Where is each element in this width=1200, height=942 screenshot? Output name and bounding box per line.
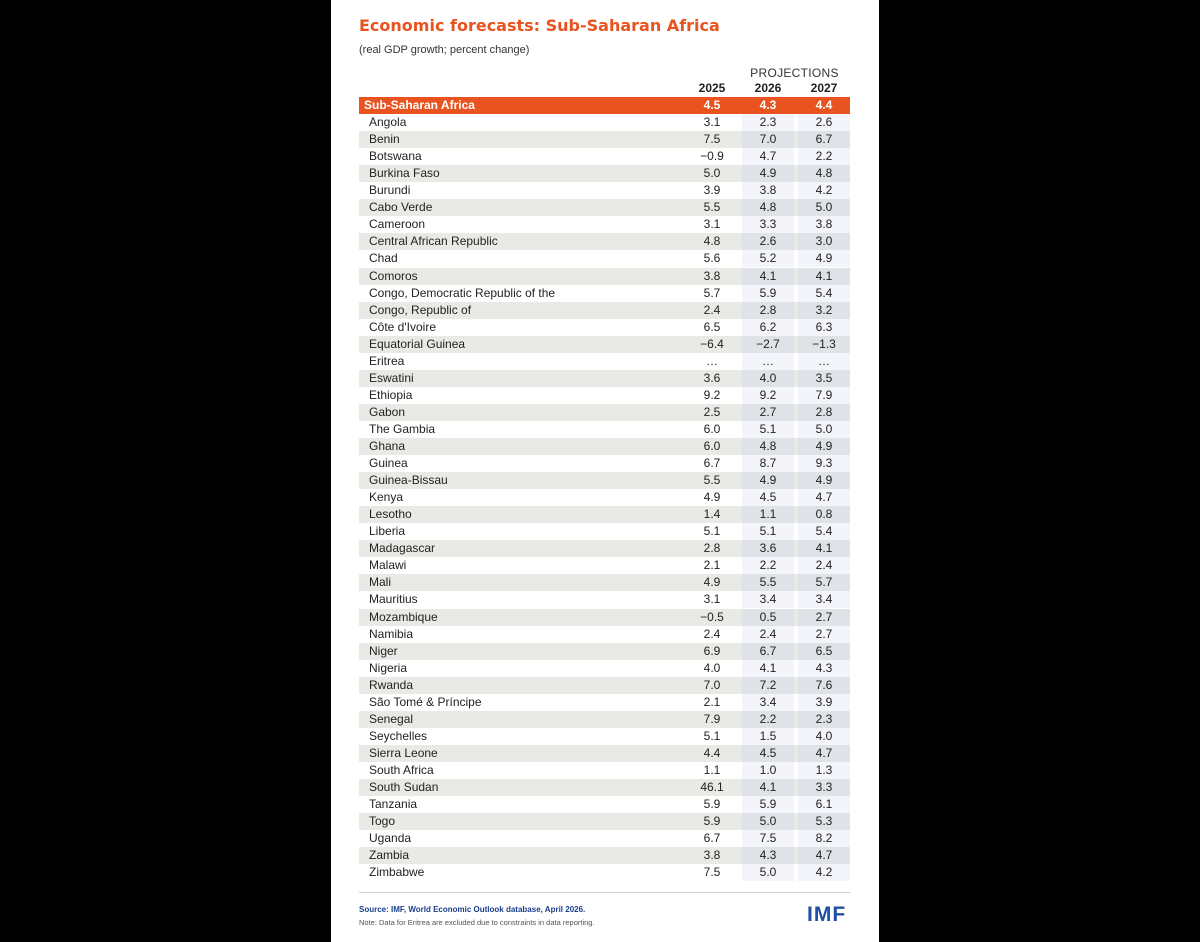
value-2026: 0.5 — [742, 609, 794, 626]
table-row-aggregate — [359, 97, 850, 114]
row-label: Comoros — [369, 268, 418, 283]
value-2025: 7.0 — [686, 677, 738, 694]
row-label: Tanzania — [369, 797, 418, 812]
row-label: Togo — [369, 814, 396, 829]
table-row — [359, 472, 850, 489]
table-row — [359, 660, 850, 677]
value-2025: 4.4 — [686, 745, 738, 762]
value-2026: 4.8 — [742, 199, 794, 216]
value-2025: 1.4 — [686, 506, 738, 523]
table-row — [359, 455, 850, 472]
value-2025: 5.0 — [686, 165, 738, 182]
row-label: Zimbabwe — [369, 865, 425, 880]
table-row — [359, 830, 850, 847]
value-2026: 5.9 — [742, 796, 794, 813]
row-label: Burundi — [369, 183, 411, 198]
value-2027: 2.6 — [798, 114, 850, 131]
value-2025: 6.5 — [686, 319, 738, 336]
table-row — [359, 404, 850, 421]
value-2027: 2.4 — [798, 557, 850, 574]
value-2026: 7.2 — [742, 677, 794, 694]
value-2026: 5.9 — [742, 285, 794, 302]
value-2027: 5.3 — [798, 813, 850, 830]
row-label: South Africa — [369, 762, 434, 777]
value-2025: 5.5 — [686, 472, 738, 489]
value-2026: 4.1 — [742, 268, 794, 285]
value-2025: 5.9 — [686, 796, 738, 813]
source-note: Source: IMF, World Economic Outlook database, April 2026. — [359, 905, 586, 914]
value-2025: 5.1 — [686, 728, 738, 745]
row-label: Congo, Democratic Republic of the — [369, 285, 556, 300]
value-2027: 4.2 — [798, 182, 850, 199]
table-row — [359, 421, 850, 438]
value-2025: 3.6 — [686, 370, 738, 387]
value-2026: … — [742, 353, 794, 370]
value-2027: 3.2 — [798, 302, 850, 319]
value-2027: 5.4 — [798, 285, 850, 302]
value-2027: 4.3 — [798, 660, 850, 677]
row-label: Chad — [369, 251, 398, 266]
row-label: Nigeria — [369, 660, 408, 675]
row-label: Uganda — [369, 831, 412, 846]
table-row — [359, 557, 850, 574]
row-label: Mali — [369, 575, 392, 590]
value-2025: 7.5 — [686, 864, 738, 881]
value-2027: 2.7 — [798, 609, 850, 626]
value-2025: 7.9 — [686, 711, 738, 728]
value-2027: 4.7 — [798, 745, 850, 762]
table-row — [359, 233, 850, 250]
value-2025: 6.0 — [686, 438, 738, 455]
table-row — [359, 506, 850, 523]
value-2026: 4.8 — [742, 438, 794, 455]
value-2025: 6.7 — [686, 830, 738, 847]
value-2025: 2.5 — [686, 404, 738, 421]
row-label: Liberia — [369, 524, 406, 539]
table-row — [359, 626, 850, 643]
value-2025: 4.9 — [686, 574, 738, 591]
value-2027: 4.7 — [798, 847, 850, 864]
value-2027: 2.8 — [798, 404, 850, 421]
table-row — [359, 523, 850, 540]
table-row — [359, 216, 850, 233]
value-2026: 2.3 — [742, 114, 794, 131]
value-2027: 4.0 — [798, 728, 850, 745]
value-2025: 6.0 — [686, 421, 738, 438]
value-2026: 4.1 — [742, 660, 794, 677]
table-row — [359, 165, 850, 182]
value-2027: 0.8 — [798, 506, 850, 523]
value-2026: 8.7 — [742, 455, 794, 472]
row-label: Kenya — [369, 490, 404, 505]
row-label: Sub-Saharan Africa — [364, 98, 475, 112]
value-2025: 6.7 — [686, 455, 738, 472]
table-row — [359, 745, 850, 762]
table-row — [359, 540, 850, 557]
row-label: Guinea — [369, 456, 408, 471]
table-row — [359, 847, 850, 864]
row-label: South Sudan — [369, 780, 439, 794]
row-label: Mozambique — [369, 609, 438, 624]
column-header-2025: 2025 — [698, 81, 726, 95]
value-2027: 4.9 — [798, 438, 850, 455]
row-label: Namibia — [369, 626, 414, 641]
value-2026: 7.0 — [742, 131, 794, 148]
value-2025: 46.1 — [686, 779, 738, 796]
value-2026: 3.6 — [742, 540, 794, 557]
row-label: Cameroon — [369, 217, 426, 232]
value-2027: 4.1 — [798, 268, 850, 285]
value-2027: 6.3 — [798, 319, 850, 336]
value-2026: 9.2 — [742, 387, 794, 404]
value-2026: 7.5 — [742, 830, 794, 847]
row-label: Senegal — [369, 711, 414, 726]
value-2026: 4.3 — [742, 97, 794, 114]
table-row — [359, 114, 850, 131]
value-2025: 3.9 — [686, 182, 738, 199]
value-2025: 5.6 — [686, 250, 738, 267]
value-2026: 4.7 — [742, 148, 794, 165]
value-2026: 6.7 — [742, 643, 794, 660]
row-label: Ghana — [369, 439, 406, 453]
projections-label: PROJECTIONS — [750, 66, 839, 80]
value-2026: −2.7 — [742, 336, 794, 353]
value-2025: 5.1 — [686, 523, 738, 540]
value-2025: 5.9 — [686, 813, 738, 830]
value-2027: 4.7 — [798, 489, 850, 506]
value-2027: 4.9 — [798, 250, 850, 267]
row-label: Botswana — [369, 149, 422, 164]
value-2025: 3.1 — [686, 114, 738, 131]
row-label: Cabo Verde — [369, 200, 433, 215]
value-2026: 2.8 — [742, 302, 794, 319]
value-2026: 2.7 — [742, 404, 794, 421]
value-2027: 4.1 — [798, 540, 850, 557]
value-2026: 3.4 — [742, 591, 794, 608]
row-label: Central African Republic — [369, 234, 498, 249]
value-2026: 2.2 — [742, 711, 794, 728]
table-row — [359, 762, 850, 779]
value-2025: 3.8 — [686, 268, 738, 285]
column-header-2027: 2027 — [810, 81, 838, 95]
row-label: Lesotho — [369, 507, 412, 522]
value-2026: 4.9 — [742, 165, 794, 182]
table-row — [359, 353, 850, 370]
value-2025: 1.1 — [686, 762, 738, 779]
value-2025: −0.9 — [686, 148, 738, 165]
row-label: Eritrea — [369, 353, 405, 368]
row-label: Seychelles — [369, 728, 428, 743]
value-2026: 5.2 — [742, 250, 794, 267]
value-2025: 6.9 — [686, 643, 738, 660]
table-row — [359, 182, 850, 199]
value-2027: 5.0 — [798, 199, 850, 216]
table-row — [359, 643, 850, 660]
value-2027: 1.3 — [798, 762, 850, 779]
value-2025: 2.4 — [686, 626, 738, 643]
table-row — [359, 336, 850, 353]
row-label: Angola — [369, 115, 407, 130]
footer-divider — [359, 892, 850, 893]
value-2026: 2.2 — [742, 557, 794, 574]
table-row — [359, 199, 850, 216]
table-row — [359, 574, 850, 591]
table-row — [359, 864, 850, 881]
row-label: Congo, Republic of — [369, 302, 472, 317]
value-2026: 4.0 — [742, 370, 794, 387]
value-2027: 3.8 — [798, 216, 850, 233]
value-2027: 7.9 — [798, 387, 850, 404]
table-row — [359, 148, 850, 165]
table-row — [359, 285, 850, 302]
table-row — [359, 609, 850, 626]
value-2025: 2.1 — [686, 694, 738, 711]
value-2026: 5.0 — [742, 864, 794, 881]
value-2026: 5.1 — [742, 523, 794, 540]
value-2025: 4.0 — [686, 660, 738, 677]
column-header-2026: 2026 — [754, 81, 782, 95]
table-row — [359, 591, 850, 608]
table-row — [359, 796, 850, 813]
value-2027: 4.4 — [798, 97, 850, 114]
table-row — [359, 813, 850, 830]
row-label: Equatorial Guinea — [369, 336, 466, 351]
value-2026: 1.5 — [742, 728, 794, 745]
value-2025: 4.9 — [686, 489, 738, 506]
value-2026: 4.5 — [742, 745, 794, 762]
value-2027: 8.2 — [798, 830, 850, 847]
value-2027: 6.7 — [798, 131, 850, 148]
table-row — [359, 677, 850, 694]
value-2026: 2.6 — [742, 233, 794, 250]
value-2027: 5.0 — [798, 421, 850, 438]
table-row — [359, 489, 850, 506]
imf-logo: IMF — [807, 903, 847, 926]
value-2026: 4.9 — [742, 472, 794, 489]
row-label: The Gambia — [369, 421, 436, 436]
table-row — [359, 131, 850, 148]
table-row — [359, 302, 850, 319]
row-label: São Tomé & Príncipe — [369, 694, 482, 709]
value-2027: 5.4 — [798, 523, 850, 540]
row-label: Malawi — [369, 558, 407, 573]
chart-title: Economic forecasts: Sub-Saharan Africa — [359, 16, 720, 35]
row-label: Eswatini — [369, 370, 414, 385]
table-row — [359, 319, 850, 336]
value-2025: 3.8 — [686, 847, 738, 864]
value-2027: 2.3 — [798, 711, 850, 728]
value-2027: 3.4 — [798, 591, 850, 608]
value-2025: 3.1 — [686, 591, 738, 608]
forecast-table — [331, 0, 879, 942]
value-2026: 1.0 — [742, 762, 794, 779]
row-label: Guinea-Bissau — [369, 473, 448, 488]
chart-subtitle: (real GDP growth; percent change) — [359, 44, 530, 56]
row-label: Ethiopia — [369, 387, 413, 402]
row-label: Sierra Leone — [369, 745, 438, 760]
value-2027: … — [798, 353, 850, 370]
row-label: Benin — [369, 132, 400, 147]
value-2027: 3.9 — [798, 694, 850, 711]
value-2027: 6.5 — [798, 643, 850, 660]
row-label: Zambia — [369, 848, 410, 863]
row-label: Gabon — [369, 404, 406, 419]
row-label: Rwanda — [369, 677, 414, 692]
table-row — [359, 694, 850, 711]
value-2025: 9.2 — [686, 387, 738, 404]
value-2027: 4.8 — [798, 165, 850, 182]
value-2027: 6.1 — [798, 796, 850, 813]
forecast-card — [331, 0, 879, 942]
value-2026: 4.3 — [742, 847, 794, 864]
value-2026: 3.3 — [742, 216, 794, 233]
value-2027: 2.2 — [798, 148, 850, 165]
value-2025: 5.7 — [686, 285, 738, 302]
table-row — [359, 250, 850, 267]
value-2026: 3.4 — [742, 694, 794, 711]
value-2026: 5.5 — [742, 574, 794, 591]
table-row — [359, 438, 850, 455]
value-2027: 3.3 — [798, 779, 850, 796]
value-2025: … — [686, 353, 738, 370]
table-row — [359, 728, 850, 745]
value-2025: −6.4 — [686, 336, 738, 353]
value-2026: 4.5 — [742, 489, 794, 506]
value-2026: 1.1 — [742, 506, 794, 523]
value-2027: 9.3 — [798, 455, 850, 472]
row-label: Mauritius — [369, 592, 418, 607]
value-2025: 4.8 — [686, 233, 738, 250]
value-2026: 4.1 — [742, 779, 794, 796]
table-row — [359, 711, 850, 728]
value-2027: 5.7 — [798, 574, 850, 591]
value-2025: 2.8 — [686, 540, 738, 557]
value-2026: 5.0 — [742, 813, 794, 830]
value-2027: 7.6 — [798, 677, 850, 694]
value-2026: 5.1 — [742, 421, 794, 438]
value-2025: 2.1 — [686, 557, 738, 574]
value-2027: −1.3 — [798, 336, 850, 353]
table-row — [359, 268, 850, 285]
value-2026: 3.8 — [742, 182, 794, 199]
value-2025: 2.4 — [686, 302, 738, 319]
row-label: Madagascar — [369, 541, 436, 556]
row-label: Niger — [369, 643, 398, 658]
value-2026: 2.4 — [742, 626, 794, 643]
data-note: Note: Data for Eritrea are excluded due to constraints in data reporting. — [359, 918, 595, 927]
table-row — [359, 370, 850, 387]
value-2027: 4.2 — [798, 864, 850, 881]
row-label: Côte d'Ivoire — [369, 319, 436, 334]
value-2025: −0.5 — [686, 609, 738, 626]
value-2025: 4.5 — [686, 97, 738, 114]
value-2027: 3.0 — [798, 233, 850, 250]
value-2025: 5.5 — [686, 199, 738, 216]
value-2026: 6.2 — [742, 319, 794, 336]
value-2027: 4.9 — [798, 472, 850, 489]
row-label: Burkina Faso — [369, 166, 440, 181]
value-2027: 3.5 — [798, 370, 850, 387]
table-row — [359, 387, 850, 404]
value-2027: 2.7 — [798, 626, 850, 643]
value-2025: 7.5 — [686, 131, 738, 148]
table-row — [359, 779, 850, 796]
value-2025: 3.1 — [686, 216, 738, 233]
